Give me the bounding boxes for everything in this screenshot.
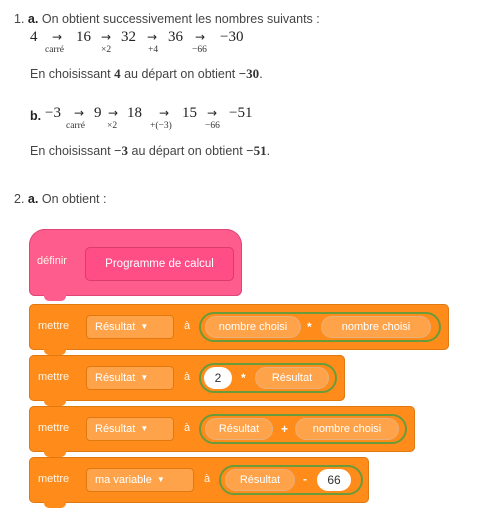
- start-value: −3: [114, 143, 129, 158]
- block-notch: [44, 294, 66, 301]
- arrow-icon: →: [195, 30, 206, 44]
- number-input[interactable]: 2: [204, 367, 232, 389]
- arrow-icon: →: [159, 106, 170, 120]
- seq-a-value: 32: [121, 29, 136, 45]
- to-keyword: à: [204, 473, 211, 485]
- result-value: −30: [238, 66, 260, 81]
- set-block[interactable]: [29, 304, 449, 350]
- seq-a-op: carré: [45, 45, 64, 55]
- reporter-resultat[interactable]: Résultat: [205, 418, 273, 440]
- operator-symbol: *: [241, 371, 246, 385]
- seq-b-value: 15: [182, 105, 197, 121]
- part1-number: 1.: [14, 12, 25, 26]
- arrow-icon: →: [147, 30, 158, 44]
- seq-a-value: 4: [30, 29, 38, 45]
- set-keyword: mettre: [38, 371, 70, 383]
- variable-dropdown[interactable]: Résultat ▼: [86, 366, 174, 390]
- seq-a-op: ×2: [101, 45, 112, 55]
- number-input[interactable]: 66: [317, 469, 351, 491]
- seq-a-value: 36: [168, 29, 183, 45]
- part1-a-text: On obtient successivement les nombres suivants :: [41, 12, 320, 26]
- seq-b-value: −3: [45, 105, 61, 121]
- part1-b-conclusion: En choisissant −3 au départ on obtient −51.: [30, 143, 271, 158]
- seq-a-value: −30: [220, 29, 244, 45]
- arrow-icon: →: [207, 106, 218, 120]
- start-value: 4: [114, 66, 121, 81]
- arrow-icon: →: [52, 30, 63, 44]
- operator-reporter[interactable]: [219, 465, 363, 495]
- arrow-icon: →: [74, 106, 85, 120]
- set-keyword: mettre: [38, 473, 70, 485]
- part1-a-label: a.: [27, 12, 39, 26]
- reporter-nombre-choisi[interactable]: nombre choisi: [321, 316, 431, 338]
- part1-b-label: b.: [30, 109, 42, 123]
- variable-dropdown[interactable]: Résultat ▼: [86, 315, 174, 339]
- part2-a-text: On obtient :: [41, 192, 107, 206]
- operator-reporter[interactable]: [199, 363, 337, 393]
- set-keyword: mettre: [38, 422, 70, 434]
- chevron-down-icon: ▼: [156, 475, 165, 484]
- operator-symbol: +: [281, 422, 289, 436]
- set-keyword: mettre: [38, 320, 70, 332]
- part2-heading: [14, 192, 106, 206]
- seq-b-value: 18: [127, 105, 142, 121]
- seq-b-op: −66: [205, 121, 220, 131]
- reporter-resultat[interactable]: Résultat: [225, 469, 295, 491]
- define-keyword: définir: [37, 255, 67, 267]
- define-name-box[interactable]: Programme de calcul: [85, 247, 234, 281]
- seq-a-op: −66: [192, 45, 207, 55]
- chevron-down-icon: ▼: [140, 424, 149, 433]
- seq-b-value: 9: [94, 105, 102, 121]
- arrow-icon: →: [101, 30, 112, 44]
- chevron-down-icon: ▼: [140, 373, 149, 382]
- chevron-down-icon: ▼: [140, 322, 149, 331]
- seq-a-value: 16: [76, 29, 91, 45]
- part2-number: 2.: [14, 192, 25, 206]
- to-keyword: à: [184, 320, 191, 332]
- set-block[interactable]: [29, 406, 415, 452]
- part2-a-label: a.: [27, 192, 39, 206]
- block-notch: [44, 502, 66, 508]
- result-value: −51: [246, 143, 267, 158]
- operator-reporter[interactable]: [199, 312, 441, 342]
- seq-b-op: +(−3): [150, 121, 172, 131]
- to-keyword: à: [184, 371, 191, 383]
- operator-symbol: *: [307, 320, 312, 334]
- seq-a-op: +4: [148, 45, 159, 55]
- operator-symbol: -: [303, 472, 307, 486]
- variable-dropdown[interactable]: ma variable ▼: [86, 468, 194, 492]
- to-keyword: à: [184, 422, 191, 434]
- part1-heading: [14, 12, 320, 26]
- seq-b-value: −51: [229, 105, 253, 121]
- operator-reporter[interactable]: [199, 414, 407, 444]
- set-block[interactable]: [29, 457, 369, 503]
- part1-a-conclusion: En choisissant 4 au départ on obtient −30.: [30, 66, 263, 81]
- seq-b-op: ×2: [107, 121, 118, 131]
- seq-b-op: carré: [66, 121, 85, 131]
- variable-dropdown[interactable]: Résultat ▼: [86, 417, 174, 441]
- reporter-nombre-choisi[interactable]: nombre choisi: [205, 316, 301, 338]
- set-block[interactable]: [29, 355, 345, 401]
- reporter-nombre-choisi[interactable]: nombre choisi: [295, 418, 399, 440]
- reporter-resultat[interactable]: Résultat: [255, 367, 329, 389]
- arrow-icon: →: [108, 106, 119, 120]
